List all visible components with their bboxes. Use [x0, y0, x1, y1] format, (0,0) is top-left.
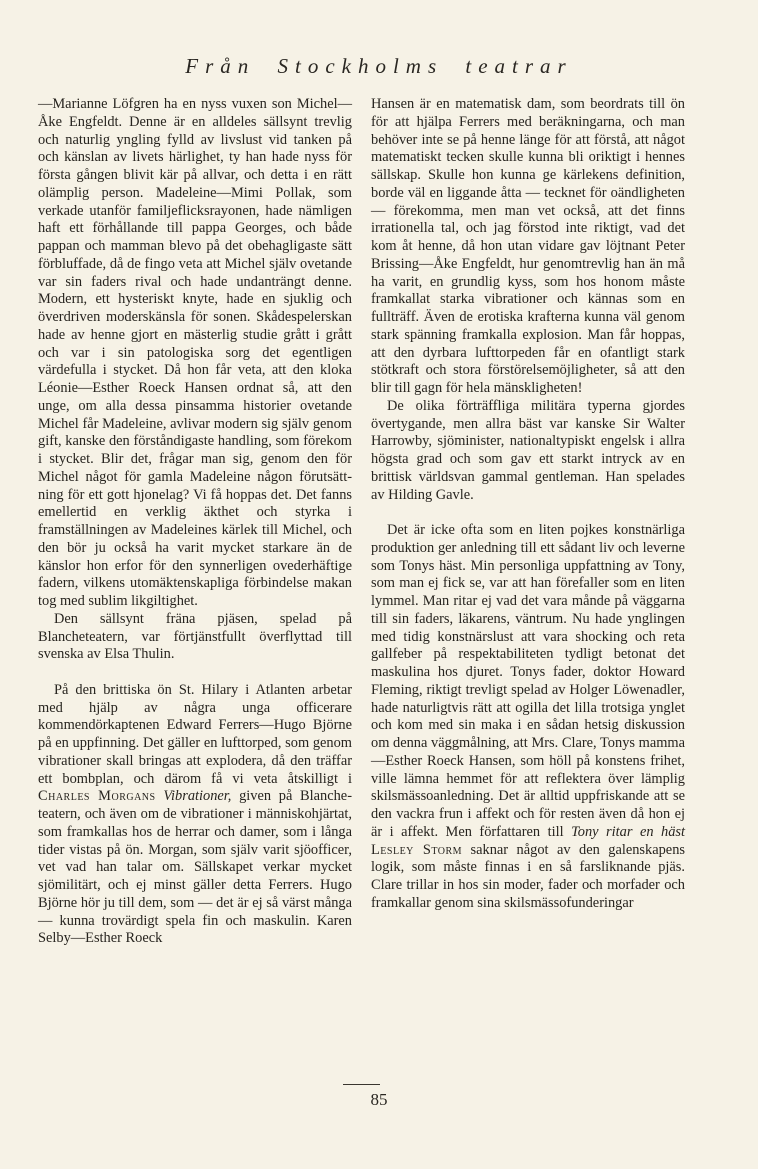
paragraph: De olika förträffliga militära typerna gjordes övertygande, men allra bäst var kanske Sir Walter Harrowby, sjöminister, nationaltypiskt engelsk i allra högsta grad och som gav ett starkt intryck av en brittisk världsvan gammal gentleman. Han spelades av Hilding Gavle.	[371, 397, 685, 503]
author-name: Lesley Storm	[371, 841, 463, 858]
paragraph	[371, 522, 685, 913]
play-title: Vibrationer,	[163, 788, 232, 805]
text-run: saknar något av den galenskapens logik, som måste finnas i en så farsliknande pjäs. Clare trillar in hos sin moder, fader och morfader och framkallar genom sina skilsmässofunderingar	[371, 841, 685, 911]
paragraph: Hansen är en matematisk dam, som beordrats till ön för att hjälpa Ferrers med beräkningarna, och man behöver inte se på henne länge för att förstå, att något matematiskt tecken skulle kunna bli oriktigt i hennes sällskap. Skulle hon kunna ge kärlekens definition, borde väl en liggande åtta — tecknet för oändligheten — förekomma, men man vet också, att det finns irrationella tal, och jag förstod inte riktigt, vad det kom åt henne, då hon utan vidare gav löjtnant Peter Brissing—Åke Engfeldt, hur genomtrevlig han än må ha varit, en grundlig kyss, som hos honom måste framkallat starka vibrationer och kännas som en fullträff. Även de erotiska krafterna kunna väl genom stark spänning framkalla explosion. Man får hoppas, att den dyrbara lufttorpeden får en ofantligt stark stötkraft och stora förstörelsemöjligheter, så att den blir till gagn för hela mänskligheten!	[371, 96, 685, 396]
author-name: Charles Morgans	[38, 788, 156, 805]
text-run: given på Blancheteatern, och även om de vibrationer i människohjärtat, som framkallas hos de herrar och damer, som i långa tider vistas på ön. Morgan, som själv varit sjöofficer, vet vad han talar om. Sällskapet verkar mycket sjömilitärt, och ej minst gäller detta Ferrers. Hugo Björne hör ju till dem, som — det är ej så värst många — kunna trovärdigt spela fin och maskulin. Karen Selby—Esther Roeck	[38, 788, 352, 947]
play-title: Tony ritar en häst	[571, 823, 685, 840]
paragraph: —Marianne Löfgren ha en nyss vuxen son Michel—Åke Engfeldt. Denne är en alldeles sällsynt trevlig och naturlig yngling fylld av livslust vid tanken på och känslan av livets härlighet, ty han hade nyss för första gången blivit kär på allvar, och detta i en rätt olämplig person. Madeleine—Mimi Pollak, som verkade utanför familjeflicksrayonen, hade nämligen haft ett förhållande till pappa Georges, och både pappan och mamman blevo på det obehagligaste sätt förbluffade, då de fingo veta att Michel själv ovetande var sin faders rival och hade undanträngt denne. Modern, ett hysteriskt knyte, hade en sjuklig och överdriven moderskänsla för sonen. Skådespelerskan hade av henne gjort en mästerlig studie grått i grått och var i sin patologiska sorg det egentligen värdefulla i stycket. Då hon får veta, att den kloka Léonie—Esther Roeck Hansen ordnat så, att den unge, om alla dessa pinsamma historier ovetande Michel får Madeleine, avlivar modern sig själv genom gift, kanske den förståndigaste handling, som förekom i stycket. Blir det, frågar man sig, genom den för Michel något för gamla Madeleine någon förutsättning för ett gott hjonelag? Vi få hoppas det. Det fanns emellertid en verklig äkthet och styrka i framställningen av Madeleines kärlek till Michel, och den bör ju också ha varit mycket starkare än de känslor hon erfor för den synnerligen ovederhäftige fadern, vilkens utomäktenskapliga förbindelse makan tog med sublim likgiltighet.	[38, 96, 352, 609]
running-title: Från Stockholms teatrar	[185, 54, 573, 78]
text-run: På den brittiska ön St. Hilary i Atlanten arbetar med hjälp av några unga officerare kommendörkaptenen Edward Ferrers—Hugo Björne på en uppfinning. Det gäller en lufttorped, som genom vibrationer skall bringas att explodera, då den träffar ett bombplan, och därom få vi veta åtskilligt i	[38, 681, 352, 787]
right-column	[371, 96, 685, 913]
paragraph	[38, 682, 352, 948]
text-run: Det är icke ofta som en liten pojkes konstnärliga produktion ger anledning till ett sådant liv och leverne som Tonys häst. Min personliga uppfattning av Tony, som man ej fick se, var att han förefaller som en liten lymmel. Man ritar ej vad det vara månde på väggarna till sin faders, läkarens, väntrum. Nu hade ynglingen med tidig konstnärslust att vara shocking och reta gallfeber på respektabiliteten tydligt betonat det maskulina hos djuret. Tonys fader, doktor Howard Fleming, riktigt trevligt spelad av Holger Löwenadler, hade naturligtvis rätt att ogilla det lilla trotsiga ynglet och kom med sin maka i en sådan hetsig diskussion om denna väggmålning, att Mrs. Clare, Tonys mamma—Esther Roeck Hansen, som höll på konstens frihet, ville lämna hemmet för att reflektera över lämplig skilsmässoanledning. Det är alltid uppfriskande att se den vackra frun i affekt och för resten även då hon ej är i affekt. Men författaren till	[371, 522, 685, 840]
page-number: 85	[370, 1090, 388, 1109]
paragraph: Den sällsynt fräna pjäsen, spelad på Blancheteatern, var förtjänstfullt överflyttad till svenska av Elsa Thulin.	[38, 610, 352, 663]
footer-rule	[343, 1084, 380, 1085]
left-column	[38, 96, 352, 948]
